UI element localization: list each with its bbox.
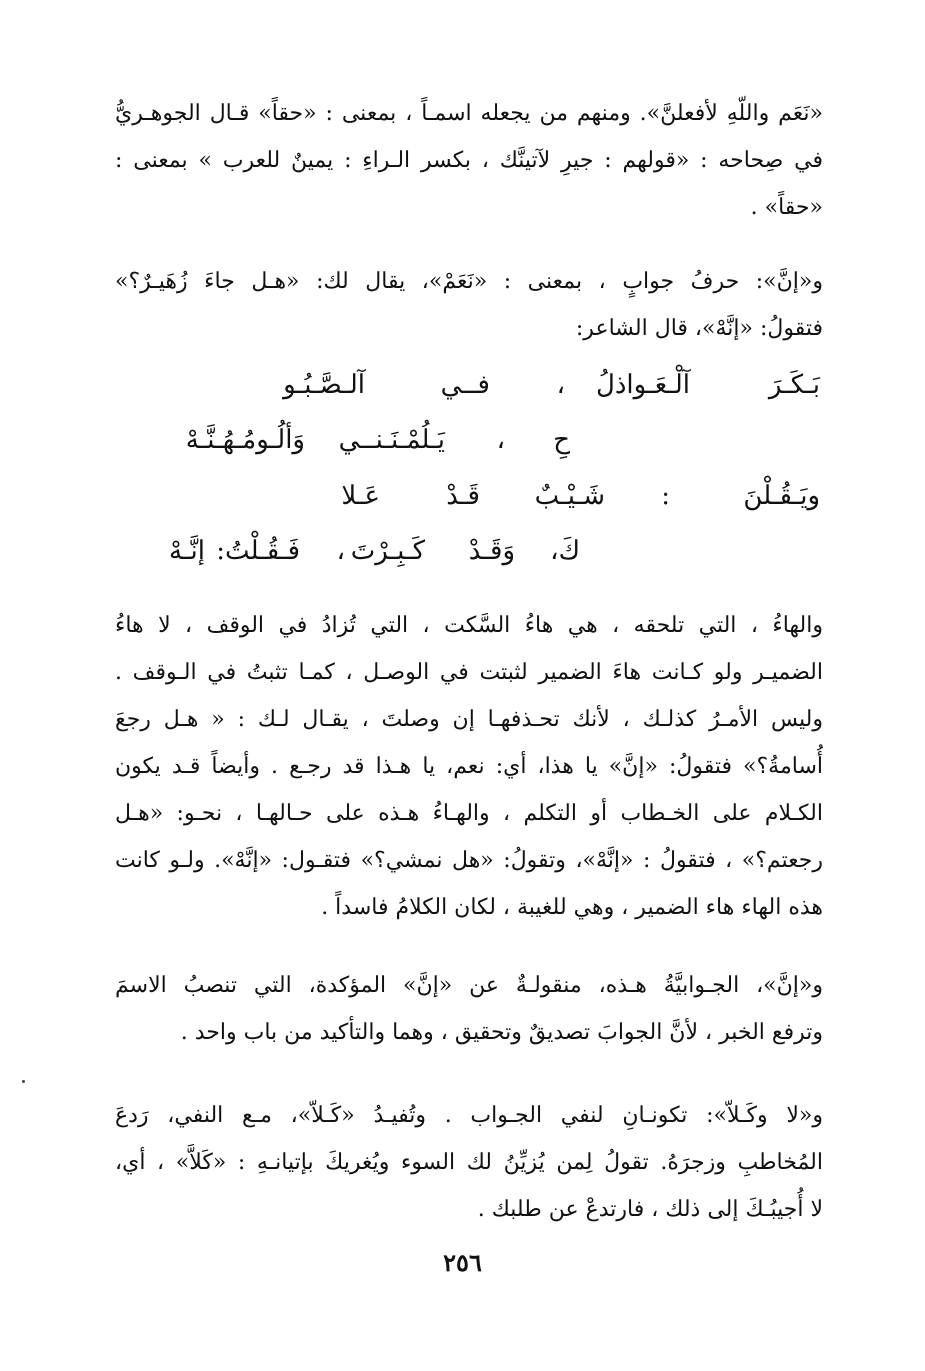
poem-word: ، [496,425,505,455]
poem-word: ويَـقُـلْنَ [743,481,820,511]
paragraph-haa-sakt [115,602,823,931]
text-line: لا أُجيبُـكَ إلى ذلك ، فارتدعْ عن طلبك . [477,1197,823,1222]
paragraph-la-kalla [115,1092,823,1233]
poem-word: وَألُـومُـهُـنَّـهْ [185,425,305,455]
text-line: الكـلام على الخـطاب أو التكلم ، والهـاءُ هـذه على حـالهـا ، نحـو: «هـل [115,801,823,826]
poem-word: آلْـعَـواذلُ [595,370,690,400]
paragraph-inna-origin [115,962,823,1056]
poem-word: قَـدْ [446,481,480,511]
poem-word: إنَّـهْ [168,536,205,566]
text-line: رجعتم؟» ، فتقولُ : «إنَّهْ»، وتقولُ: «هل نمشي؟» فتقـول: «إنَّهْ». ولـو كانت [115,848,823,873]
text-line: وترفع الخبر ، لأنَّ الجوابَ تصديقٌ وتحقيق ، وهما والتأكيد من باب واحد . [180,1020,823,1045]
text-line: وليس الأمـرُ كذلـك ، لأنك تحـذفهـا إن وصلتَ ، يقـال لـك : « هـل رجعَ [115,707,823,732]
text-line: في صِحاحه : «قولهم : جيرِ لآتينَّك ، بكسر الـراءِ : يمينٌ للعرب » بمعنى : [115,148,823,173]
poem-hemistich [120,425,820,475]
poem-word: كَ، [550,536,580,566]
text-line: و«لا وكَـلاّ»: تكونـانِ لنفي الجـواب . وتُفيـدُ «كَـلاّ»، مـع النفي، رَدعَ [115,1103,823,1128]
poem-word: عَـلا [341,481,380,511]
text-line: و«إنَّ»، الجـوابيَّةُ هـذه، منقولـةٌ عن «إنَّ» المؤكدة، التي تنصبُ الاسمَ [115,973,823,998]
text-line: الضميـر ولو كـانت هاءَ الضمير لثبتت في الوصـل ، كمـا تثبتُ في الـوقف . [115,660,823,685]
text-line: فتقولُ: «إنَّهْ»، قال الشاعر: [575,316,823,341]
text-line: أُسامةُ؟» فتقولُ: «إنَّ» يا هذا، أي: نعم، يا هـذا قد رجـع . وأيضاً قـد يكون [115,754,823,779]
poem-word: : [661,481,670,511]
text-line: «حقاً» . [750,195,823,220]
poem-word: آلـصَّـبُـو [283,370,365,400]
poem-word: حِ [553,425,570,455]
paragraph-inna-answer [115,258,823,352]
poem-word: بَـكَـرَ [768,370,820,400]
scan-speck [22,1080,25,1083]
text-line: والهاءُ ، التي تلحقه ، هي هاءُ السَّكت ، التي تُزادُ في الوقف ، لا هاءُ [115,613,823,638]
poem-word: شَـيْـبٌ [534,481,605,511]
poem-word: يَـلُمْـنَـنــي [338,425,445,455]
poem-word: فــي [440,370,490,400]
paragraph-haqqan [115,90,823,231]
poem-hemistich [120,536,820,586]
text-line: المُخاطبِ وزجرَهُ. تقولُ لِمن يُزيِّنُ لك السوء ويُغريكَ بإتيانـهِ : «كَلاَّ» ، أي، [115,1150,823,1175]
poem-word: ، [556,370,565,400]
text-line: و«إنَّ»: حرفُ جوابٍ ، بمعنى : «نَعَمْ»، يقال لك: «هـل جاءَ زُهَيـرٌ؟» [115,269,823,294]
poem-hemistich [120,370,820,420]
page-number: ٢٥٦ [443,1248,482,1277]
text-line: هذه الهاء هاء الضمير ، وهي للغيبة ، لكان الكلامُ فاسداً . [321,895,823,920]
poem-word: ، [336,536,345,566]
text-line: «نَعَم واللّهِ لأفعلنَّ». ومنهم من يجعله اسمـاً ، بمعنى : «حقاً» قـال الجوهـريُّ [115,101,823,126]
poem-word: فَـقُـلْتُ: [216,536,300,566]
poem-word: كَـبِـرْتَ [350,536,425,566]
poem-word: وَقَـدْ [468,536,515,566]
poem-hemistich [120,481,820,531]
